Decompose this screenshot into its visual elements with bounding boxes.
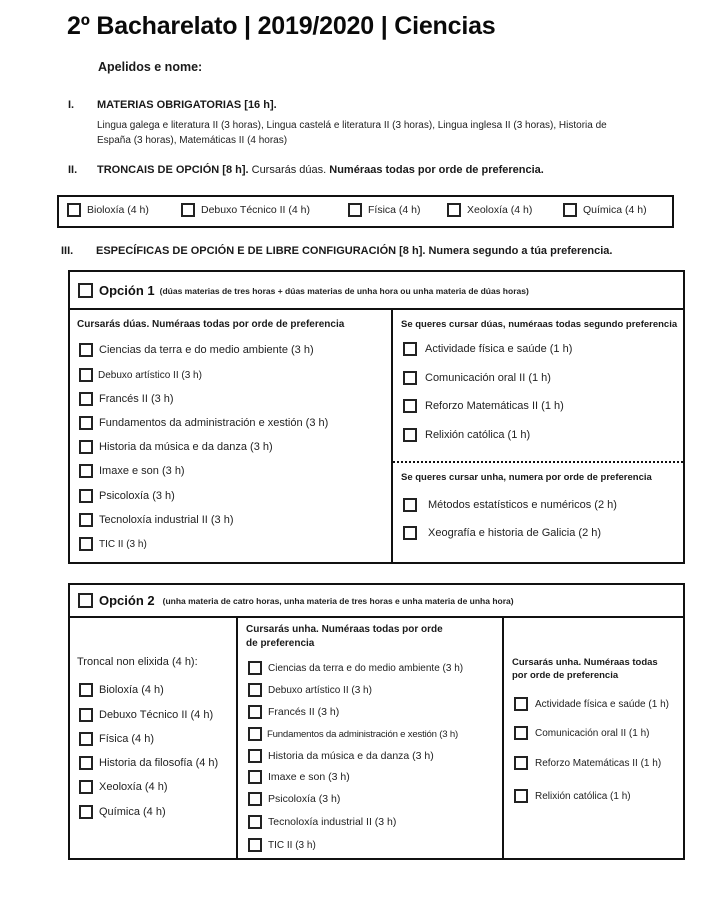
option-2-col2-item[interactable]: Tecnoloxía industrial II (3 h) (248, 815, 396, 829)
option-1-right-bottom-header: Se queres cursar unha, numera por orde de preferencia (401, 472, 652, 483)
checkbox[interactable] (79, 416, 93, 430)
option-2-col2-header-line1: Cursarás unha. Numéraas todas por orde (246, 624, 443, 635)
section-2-heading-bold2: Numéraas todas por orde de preferencia. (329, 164, 544, 176)
option-1-left-item[interactable]: Historia da música e da danza (3 h) (79, 440, 273, 454)
checkbox[interactable] (79, 756, 93, 770)
option-1-left-item[interactable]: Tecnoloxía industrial II (3 h) (79, 513, 234, 527)
checkbox[interactable] (79, 732, 93, 746)
checkbox[interactable] (67, 203, 81, 217)
option-2-col1-item[interactable]: Debuxo Técnico II (4 h) (79, 708, 213, 722)
option-1-left-item[interactable]: TIC II (3 h) (79, 537, 147, 551)
checkbox[interactable] (79, 343, 93, 357)
section-1-heading: MATERIAS OBRIGATORIAS [16 h]. (97, 99, 277, 111)
option-2-col2-header-line2: de preferencia (246, 638, 315, 649)
option-2-column-divider-1 (236, 616, 238, 860)
section-2-heading-normal: Cursarás dúas. (248, 164, 330, 176)
checkbox[interactable] (514, 789, 528, 803)
option-2-col3-item[interactable]: Comunicación oral II (1 h) (514, 726, 650, 740)
section-3-heading: ESPECÍFICAS DE OPCIÓN E DE LIBRE CONFIGURACIÓN [8 h]. Numera segundo a túa preferencia. (96, 245, 613, 257)
section-3-number: III. (61, 245, 74, 257)
option-2-header[interactable] (78, 593, 514, 608)
option-2-col3-item[interactable]: Relixión católica (1 h) (514, 789, 631, 803)
option-2-col2-item[interactable]: Imaxe e son (3 h) (248, 770, 350, 784)
option-2-col2-item[interactable]: TIC II (3 h) (248, 838, 316, 852)
checkbox[interactable] (79, 683, 93, 697)
option-1-right-top-item[interactable]: Actividade física e saúde (1 h) (403, 342, 572, 356)
checkbox[interactable] (181, 203, 195, 217)
option-1-subtitle: (dúas materias de tres horas + dúas materias de unha hora ou unha materia de dúas horas) (159, 285, 529, 296)
troncal-option-bioloxia[interactable]: Bioloxía (4 h) (67, 203, 149, 217)
checkbox[interactable] (248, 770, 262, 784)
checkbox[interactable] (248, 749, 262, 763)
checkbox[interactable] (514, 697, 528, 711)
option-1-left-item[interactable]: Ciencias da terra e do medio ambiente (3 h) (79, 343, 314, 357)
option-2-col3-item[interactable]: Actividade física e saúde (1 h) (514, 697, 669, 711)
checkbox[interactable] (447, 203, 461, 217)
option-1-right-bottom-item[interactable]: Métodos estatísticos e numéricos (2 h) (403, 498, 617, 512)
option-2-col2-item[interactable]: Historia da música e da danza (3 h) (248, 749, 434, 763)
page-title: 2º Bacharelato | 2019/2020 | Ciencias (67, 12, 496, 40)
option-2-col1-header: Troncal non elixida (4 h): (77, 656, 198, 668)
option-2-col3-header-line1: Cursarás unha. Numéraas todas (512, 657, 658, 668)
option-1-right-top-item[interactable]: Reforzo Matemáticas II (1 h) (403, 399, 564, 413)
option-1-right-top-item[interactable]: Relixión católica (1 h) (403, 428, 530, 442)
checkbox[interactable] (79, 513, 93, 527)
option-2-col1-item[interactable]: Física (4 h) (79, 732, 154, 746)
checkbox[interactable] (348, 203, 362, 217)
option-2-subtitle: (unha materia de catro horas, unha materia de tres horas e unha materia de unha hora) (162, 595, 514, 606)
checkbox[interactable] (248, 815, 262, 829)
checkbox[interactable] (514, 726, 528, 740)
section-2-heading-bold: TRONCAIS DE OPCIÓN [8 h]. (97, 164, 249, 176)
troncal-option-quimica[interactable]: Química (4 h) (563, 203, 647, 217)
option-2-col3-item[interactable]: Reforzo Matemáticas II (1 h) (514, 756, 661, 770)
option-2-col1-item[interactable]: Bioloxía (4 h) (79, 683, 164, 697)
checkbox[interactable] (79, 708, 93, 722)
name-field-label: Apelidos e nome: (98, 60, 203, 74)
option-1-left-item[interactable]: Francés II (3 h) (79, 392, 174, 406)
option-2-col2-item[interactable]: Ciencias da terra e do medio ambiente (3 h) (248, 661, 463, 675)
checkbox[interactable] (403, 399, 417, 413)
checkbox[interactable] (79, 392, 93, 406)
option-1-right-bottom-item[interactable]: Xeografía e historia de Galicia (2 h) (403, 526, 601, 540)
option-2-col1-item[interactable]: Historia da filosofía (4 h) (79, 756, 218, 770)
section-1-number: I. (68, 99, 75, 111)
option-2-header-divider (68, 616, 685, 618)
checkbox[interactable] (403, 371, 417, 385)
option-2-col3-header-line2: por orde de preferencia (512, 670, 619, 681)
section-2-number: II. (68, 164, 78, 176)
option-1-dotted-divider (393, 461, 683, 463)
option-2-column-divider-2 (502, 616, 504, 860)
checkbox[interactable] (79, 368, 93, 382)
option-2-col1-item[interactable]: Química (4 h) (79, 805, 166, 819)
option-1-checkbox[interactable] (78, 283, 93, 298)
checkbox[interactable] (403, 498, 417, 512)
checkbox[interactable] (79, 537, 93, 551)
checkbox[interactable] (248, 838, 262, 852)
option-2-col2-item[interactable]: Psicoloxía (3 h) (248, 792, 340, 806)
checkbox[interactable] (248, 683, 262, 697)
option-1-column-divider (391, 308, 393, 564)
checkbox[interactable] (403, 526, 417, 540)
checkbox[interactable] (248, 727, 262, 741)
option-1-header-divider (68, 308, 685, 310)
option-1-right-top-header: Se queres cursar dúas, numéraas todas segundo preferencia (401, 319, 678, 330)
checkbox[interactable] (248, 792, 262, 806)
option-1-header[interactable] (78, 283, 529, 298)
section-1-text-line1: Lingua galega e literatura II (3 horas), Lingua castelá e literatura II (3 horas), Lingua inglesa II (3 horas), Historia de (97, 120, 607, 131)
checkbox[interactable] (563, 203, 577, 217)
option-1-right-top-item[interactable]: Comunicación oral II (1 h) (403, 371, 551, 385)
checkbox[interactable] (248, 661, 262, 675)
option-1-left-item[interactable]: Fundamentos da administración e xestión (3 h) (79, 416, 328, 430)
option-2-col2-item[interactable]: Debuxo artístico II (3 h) (248, 683, 372, 697)
name-field[interactable] (205, 58, 655, 76)
option-2-checkbox[interactable] (78, 593, 93, 608)
option-2-col2-item[interactable]: Francés II (3 h) (248, 705, 339, 719)
option-2-col2-item[interactable]: Fundamentos da administración e xestión (3 h) (248, 727, 458, 741)
section-1-text-line2: España (3 horas), Matemáticas II (4 horas) (97, 135, 288, 146)
section-2-heading (97, 164, 544, 176)
troncal-option-xeoloxia[interactable]: Xeoloxía (4 h) (447, 203, 532, 217)
troncal-option-debuxo[interactable]: Debuxo Técnico II (4 h) (181, 203, 310, 217)
option-1-left-item[interactable]: Psicoloxía (3 h) (79, 489, 175, 503)
option-1-left-item[interactable]: Imaxe e son (3 h) (79, 464, 185, 478)
checkbox[interactable] (79, 780, 93, 794)
checkbox[interactable] (79, 805, 93, 819)
option-1-left-header: Cursarás dúas. Numéraas todas por orde de preferencia (77, 319, 345, 330)
checkbox[interactable] (79, 440, 93, 454)
option-2-title: Opción 2 (99, 593, 155, 608)
checkbox[interactable] (403, 342, 417, 356)
checkbox[interactable] (248, 705, 262, 719)
option-2-col1-item[interactable]: Xeoloxía (4 h) (79, 780, 167, 794)
checkbox[interactable] (79, 489, 93, 503)
checkbox[interactable] (79, 464, 93, 478)
checkbox[interactable] (403, 428, 417, 442)
troncal-option-fisica[interactable]: Física (4 h) (348, 203, 421, 217)
option-1-title: Opción 1 (99, 283, 155, 298)
checkbox[interactable] (514, 756, 528, 770)
option-1-left-item[interactable]: Debuxo artístico II (3 h) (79, 368, 202, 382)
